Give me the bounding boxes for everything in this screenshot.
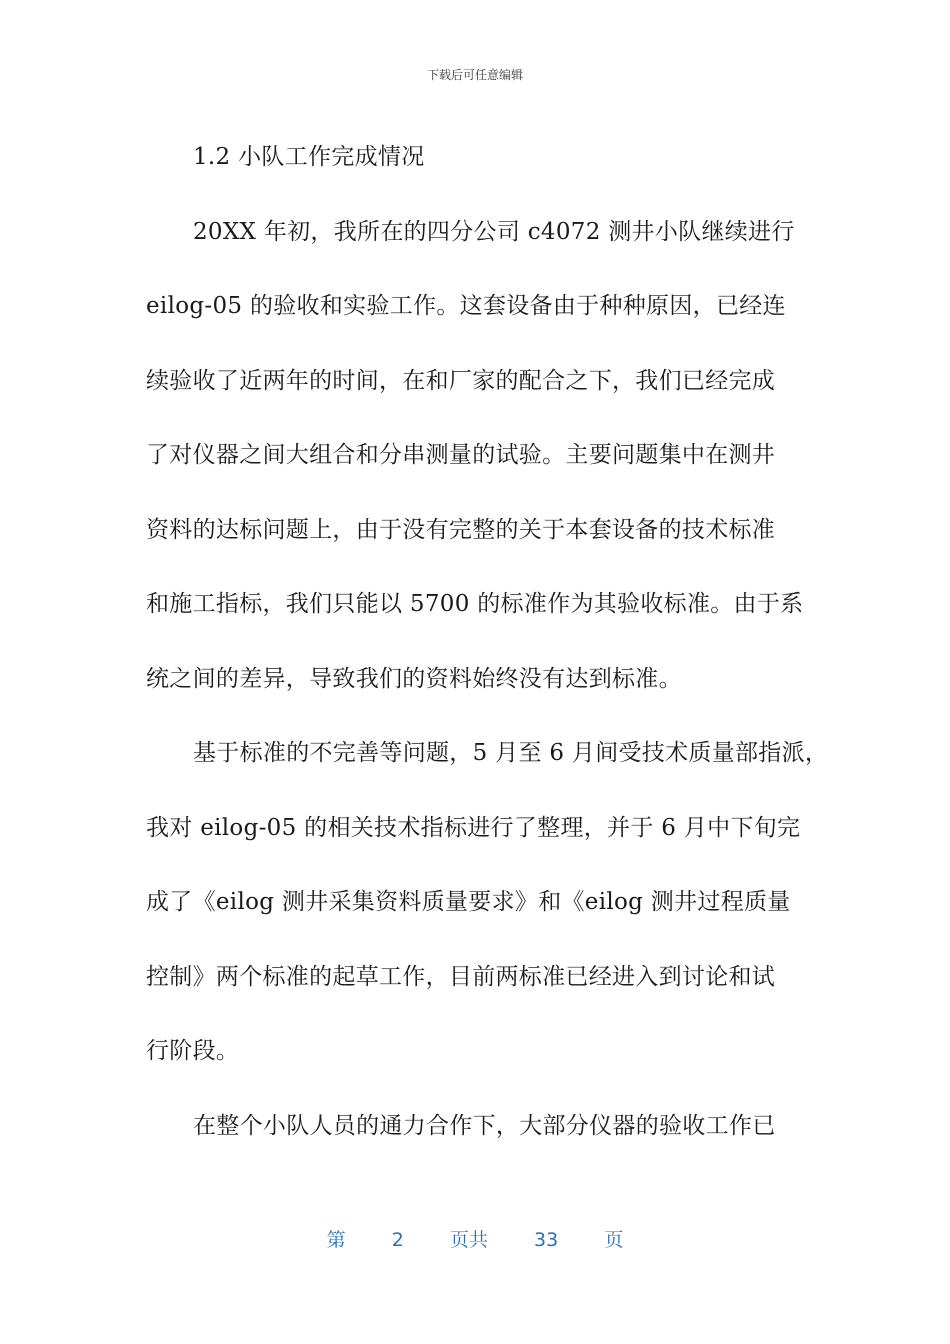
paragraph-line: 续验收了近两年的时间，在和厂家的配合之下，我们已经完成 bbox=[146, 367, 776, 394]
current-page-number: 2 bbox=[391, 1229, 404, 1251]
paragraph-line: 基于标准的不完善等问题，5 月至 6 月间受技术质量部指派， bbox=[193, 740, 829, 766]
paragraph-line: 控制》两个标准的起草工作，目前两标准已经进入到讨论和试 bbox=[146, 963, 776, 990]
paragraph-line: 在整个小队人员的通力合作下，大部分仪器的验收工作已 bbox=[193, 1112, 776, 1139]
document-body bbox=[146, 120, 836, 1163]
page-footer bbox=[0, 1225, 950, 1252]
paragraph-line: 资料的达标问题上，由于没有完整的关于本套设备的技术标准 bbox=[146, 516, 776, 543]
footer-prefix: 第 bbox=[326, 1229, 346, 1251]
paragraph-line: 统之间的差异，导致我们的资料始终没有达到标准。 bbox=[146, 665, 682, 692]
paragraph-line: 20XX 年初，我所在的四分公司 c4072 测井小队继续进行 bbox=[193, 218, 795, 245]
footer-mid: 页共 bbox=[449, 1229, 488, 1251]
paragraph-line: 行阶段。 bbox=[146, 1038, 240, 1064]
paragraph-line: 我对 eilog-05 的相关技术指标进行了整理，并于 6 月中下旬完 bbox=[146, 814, 801, 841]
paragraph-line: eilog-05 的验收和实验工作。这套设备由于种种原因，已经连 bbox=[146, 293, 786, 319]
total-page-count: 33 bbox=[534, 1229, 559, 1251]
paragraph-line: 成了《eilog 测井采集资料质量要求》和《eilog 测井过程质量 bbox=[146, 889, 791, 915]
paragraph-line: 和施工指标，我们只能以 5700 的标准作为其验收标准。由于系 bbox=[146, 591, 804, 617]
paragraph-line: 了对仪器之间大组合和分串测量的试验。主要问题集中在测井 bbox=[146, 442, 776, 468]
section-heading: 1.2 小队工作完成情况 bbox=[193, 144, 425, 170]
page-header-note: 下载后可任意编辑 bbox=[426, 68, 523, 82]
footer-suffix: 页 bbox=[604, 1229, 624, 1251]
